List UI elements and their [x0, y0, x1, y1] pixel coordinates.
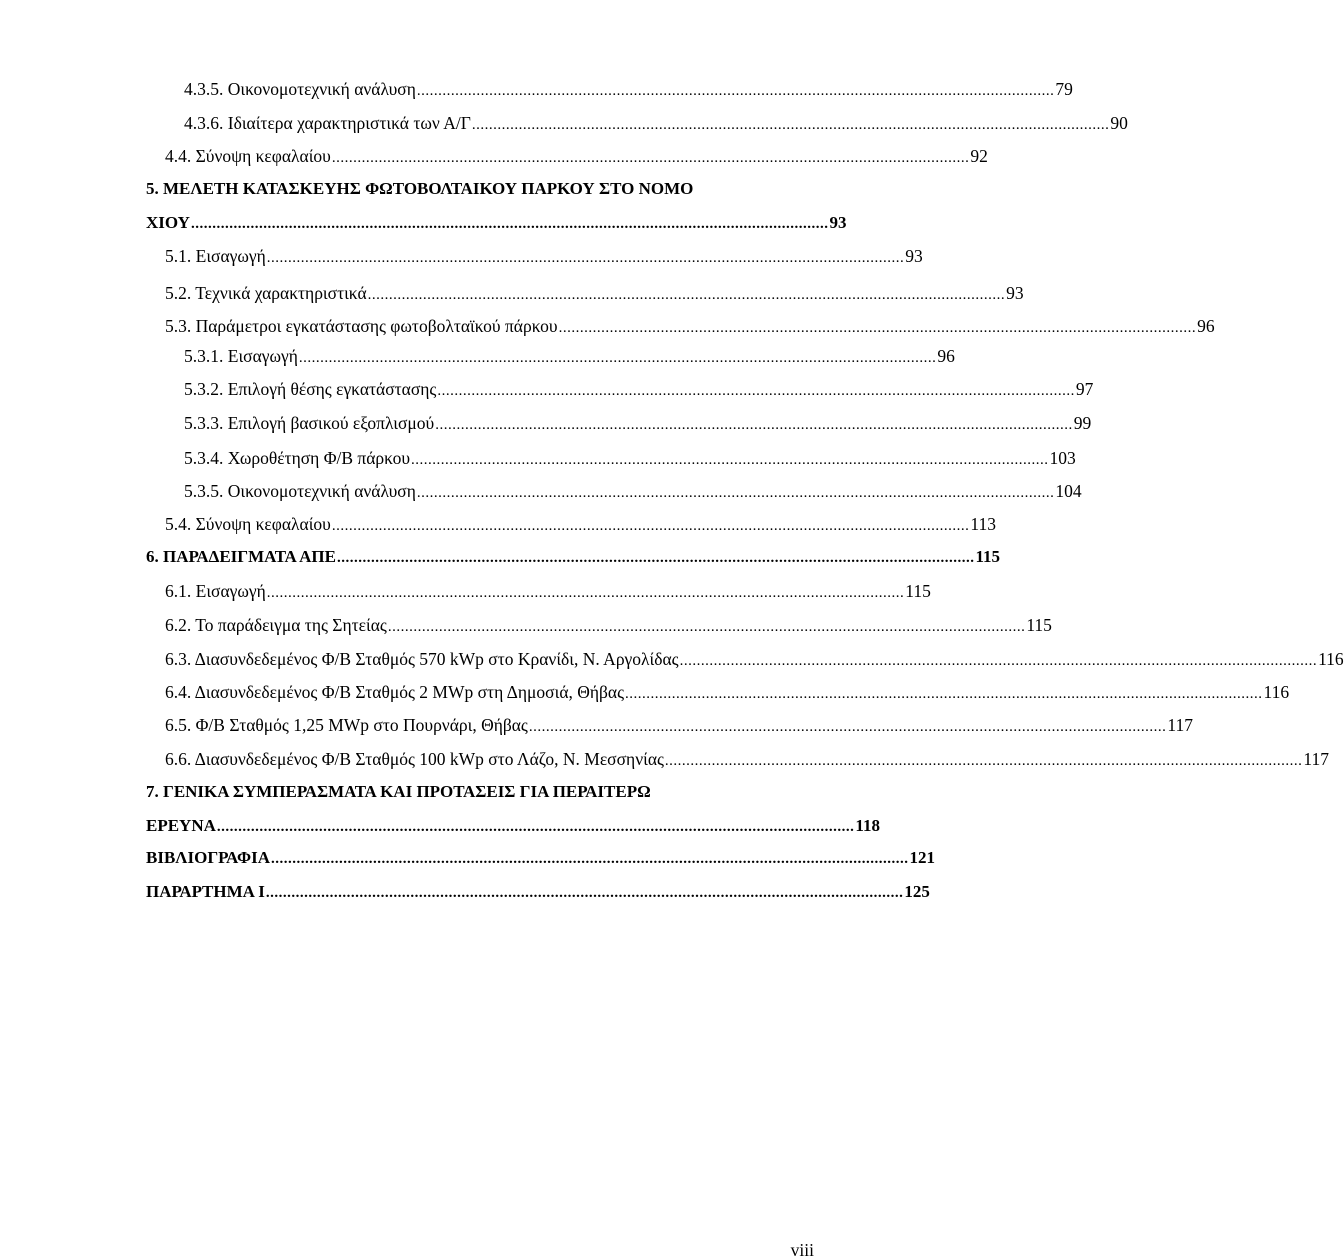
dot-leader: ......................................................................................................................................................: [367, 287, 1006, 303]
toc-entry: [184, 112, 1128, 134]
toc-entry: [165, 580, 931, 602]
dot-leader: ......................................................................................................................................................: [266, 585, 905, 601]
toc-entry-page: 79: [1055, 79, 1073, 99]
toc-entry: [184, 412, 1092, 434]
toc-entry-label: 6.1. Εισαγωγή: [165, 581, 266, 601]
toc-entry-page: 93: [905, 246, 923, 266]
toc-entry: [165, 681, 1290, 703]
toc-entry-page: 96: [1197, 316, 1215, 336]
dot-leader: ......................................................................................................................................................: [437, 383, 1075, 399]
toc-entry: [146, 881, 930, 903]
toc-entry: [165, 614, 1052, 636]
toc-entry-page: 103: [1049, 448, 1076, 468]
dot-leader: ......................................................................................................................................................: [411, 452, 1049, 468]
toc-entry-page: 121: [909, 848, 936, 867]
toc-entry: [184, 378, 1094, 400]
toc-entry-page: 118: [855, 816, 880, 835]
dot-leader: ......................................................................................................................................................: [216, 819, 855, 835]
dot-leader: ......................................................................................................................................................: [331, 150, 970, 166]
toc-entry-page: 116: [1318, 649, 1344, 669]
toc-entry: [146, 815, 880, 837]
page-number: viii: [790, 1240, 814, 1260]
toc-entry-label: 6.5. Φ/Β Σταθμός 1,25 MWp στο Πουρνάρι, Θήβας: [165, 715, 528, 735]
toc-entry-page: 115: [905, 581, 931, 601]
toc-entry-label: 6.6. Διασυνδεδεμένος Φ/Β Σταθμός 100 kWp στο Λάζο, Ν. Μεσσηνίας: [165, 749, 664, 769]
dot-leader: ......................................................................................................................................................: [387, 619, 1026, 635]
toc-entry: [165, 282, 1024, 304]
dot-leader: ......................................................................................................................................................: [528, 719, 1167, 735]
toc-entry-page: 97: [1075, 379, 1094, 399]
toc-entry-label: 6.3. Διασυνδεδεμένος Φ/Β Σταθμός 570 kWp στο Κρανίδι, Ν. Αργολίδας: [165, 649, 679, 669]
toc-entry-page: 116: [1263, 682, 1290, 702]
dot-leader: ......................................................................................................................................................: [298, 350, 937, 366]
toc-entry-label: 5.3.2. Επιλογή θέσης εγκατάστασης: [184, 379, 437, 399]
dot-leader: ......................................................................................................................................................: [625, 686, 1263, 702]
toc-entry-label: 4.3.5. Οικονομοτεχνική ανάλυση: [184, 79, 416, 99]
toc-entry-label: ΕΡΕΥΝΑ: [146, 816, 216, 835]
toc-entry-page: 90: [1110, 113, 1128, 133]
toc-chapter-heading: 7. ΓΕΝΙΚΑ ΣΥΜΠΕΡΑΣΜΑΤΑ ΚΑΙ ΠΡΟΤΑΣΕΙΣ ΓΙΑ ΠΕΡΑΙΤΕΡΩ: [146, 782, 651, 801]
toc-entry-label: ΒΙΒΛΙΟΓΡΑΦΙΑ: [146, 848, 271, 867]
dot-leader: ......................................................................................................................................................: [664, 753, 1303, 769]
toc-entry-page: 92: [970, 146, 988, 166]
toc-entry: [146, 212, 847, 234]
toc-entry-label: 5.3. Παράμετροι εγκατάστασης φωτοβολταϊκού πάρκου: [165, 316, 558, 336]
toc-entry: [165, 714, 1193, 736]
toc-entry-label: 5.3.4. Χωροθέτηση Φ/Β πάρκου: [184, 448, 410, 468]
toc-entry: [184, 480, 1082, 502]
toc-entry-page: 117: [1167, 715, 1193, 735]
toc-entry-label: 6. ΠΑΡΑΔΕΙΓΜΑΤΑ ΑΠΕ: [146, 547, 336, 566]
toc-entry: [165, 513, 996, 535]
toc-entry-label: 5.2. Τεχνικά χαρακτηριστικά: [165, 283, 367, 303]
toc-entry-page: 96: [937, 346, 955, 366]
dot-leader: ......................................................................................................................................................: [416, 485, 1055, 501]
toc-chapter-heading: 5. ΜΕΛΕΤΗ ΚΑΤΑΣΚΕΥΗΣ ΦΩΤΟΒΟΛΤΑΙΚΟΥ ΠΑΡΚΟΥ ΣΤΟ ΝΟΜΟ: [146, 179, 694, 198]
toc-entry-page: 113: [970, 514, 996, 534]
toc-entry-page: 99: [1073, 413, 1092, 433]
toc-entry-label: 4.3.6. Ιδιαίτερα χαρακτηριστικά των Α/Γ: [184, 113, 471, 133]
toc-entry: [165, 648, 1344, 670]
toc-entry-label: 5.4. Σύνοψη κεφαλαίου: [165, 514, 331, 534]
dot-leader: ......................................................................................................................................................: [558, 320, 1197, 336]
toc-entry: [165, 245, 923, 267]
dot-leader: ......................................................................................................................................................: [471, 117, 1110, 133]
dot-leader: ......................................................................................................................................................: [336, 550, 975, 566]
toc-entry-page: 104: [1055, 481, 1082, 501]
dot-leader: ......................................................................................................................................................: [416, 83, 1055, 99]
toc-entry-label: 5.3.1. Εισαγωγή: [184, 346, 298, 366]
toc-entry: [184, 345, 955, 367]
toc-entry-label: 5.1. Εισαγωγή: [165, 246, 266, 266]
toc-entry-label: 5.3.5. Οικονομοτεχνική ανάλυση: [184, 481, 416, 501]
toc-entry: [165, 145, 988, 167]
dot-leader: ......................................................................................................................................................: [331, 518, 970, 534]
dot-leader: ......................................................................................................................................................: [190, 216, 829, 232]
toc-entry-label: 6.2. Το παράδειγμα της Σητείας: [165, 615, 387, 635]
toc-entry: [184, 447, 1076, 469]
toc-entry-page: 115: [975, 547, 1001, 566]
dot-leader: ......................................................................................................................................................: [266, 250, 905, 266]
toc-entry-page: 125: [904, 882, 930, 901]
toc-entry-page: 93: [1006, 283, 1024, 303]
toc-entry-label: 4.4. Σύνοψη κεφαλαίου: [165, 146, 331, 166]
toc-entry: [165, 315, 1215, 337]
toc-entry-page: 117: [1303, 749, 1330, 769]
toc-entry-page: 93: [829, 213, 847, 232]
toc-entry: [146, 847, 936, 869]
toc-entry-page: 115: [1026, 615, 1052, 635]
dot-leader: ......................................................................................................................................................: [271, 851, 909, 867]
toc-entry-label: 5.3.3. Επιλογή βασικού εξοπλισμού: [184, 413, 435, 433]
dot-leader: ......................................................................................................................................................: [265, 885, 904, 901]
dot-leader: ......................................................................................................................................................: [679, 653, 1318, 669]
toc-entry-label: ΧΙΟΥ: [146, 213, 190, 232]
toc-entry: [146, 546, 1001, 568]
toc-entry: [184, 78, 1073, 100]
toc-entry-label: ΠΑΡΑΡΤΗΜΑ Ι: [146, 882, 265, 901]
dot-leader: ......................................................................................................................................................: [435, 417, 1073, 433]
toc-entry: [165, 748, 1330, 770]
toc-entry-label: 6.4. Διασυνδεδεμένος Φ/Β Σταθμός 2 MWp στη Δημοσιά, Θήβας: [165, 682, 625, 702]
